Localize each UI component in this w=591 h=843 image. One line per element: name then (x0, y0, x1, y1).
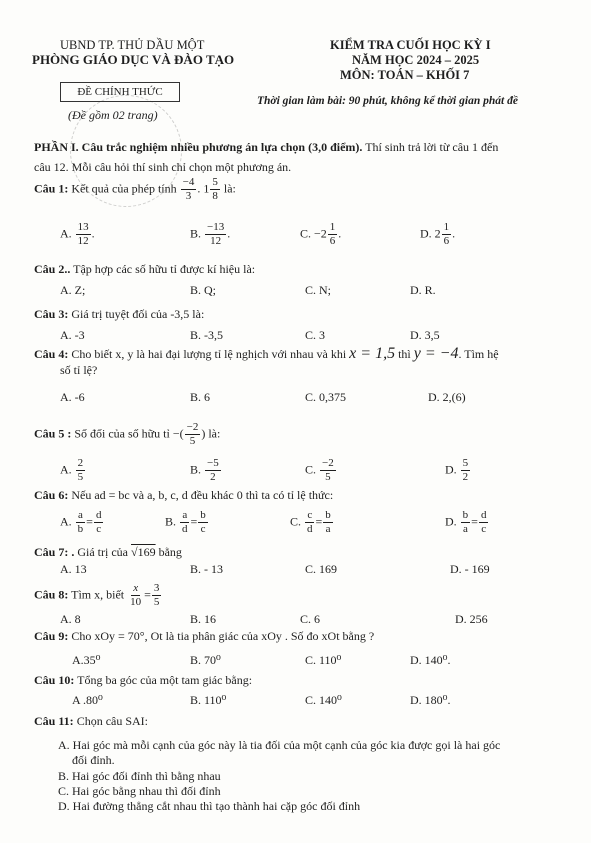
office-name: PHÒNG GIÁO DỤC VÀ ĐÀO TẠO (32, 52, 235, 67)
q1-label: Câu 1: (34, 181, 69, 196)
q7-option-c: C. 169 (305, 562, 338, 576)
q11-label: Câu 11: (34, 714, 74, 728)
q5-text: Số đối của số hữu tỉ (74, 426, 170, 441)
q1-frac1: $\frac{-4}{3}$ (182, 176, 195, 202)
q1-frac2: $\frac{5}{8}$ (212, 176, 218, 202)
q3-label: Câu 3: (34, 307, 69, 321)
q7-tail: bằng (158, 545, 182, 559)
q4-mid: thì (398, 347, 411, 361)
q8-label: Câu 8: (34, 587, 69, 602)
department-name: UBND TP. THỦ DẦU MỘT (60, 38, 205, 52)
q10-option-a: A .80⁰ (72, 693, 103, 707)
q3-option-c: C. 3 (305, 328, 326, 342)
q7-stem (34, 545, 182, 560)
q9-text: Cho xOy = 70°, Ot là tia phân giác của xOy . Số đo xOt bằng ? (71, 629, 375, 643)
q5-option-a: A. $\frac{2}{5}$ (60, 457, 84, 483)
q8-frac1: $\frac{x}{10}$ (130, 582, 142, 608)
q7-label: Câu 7: . (34, 545, 75, 559)
q2-option-c: C. N; (305, 283, 332, 297)
q8-eq: = (144, 587, 151, 602)
q7-option-b: B. - 13 (190, 562, 223, 576)
q4-label: Câu 4: (34, 347, 69, 361)
official-badge: ĐỀ CHÍNH THỨC (60, 82, 180, 102)
q5-label: Câu 5 : (34, 426, 72, 441)
q7-sqrt: √169 (131, 545, 156, 559)
q4-tail: . Tìm hệ (458, 347, 499, 361)
q1-option-c: C. −2 $\frac{1}{6}$ . (300, 221, 342, 247)
q1-option-b: B. $\frac{-13}{12}$ . (190, 221, 231, 247)
q11-option-c: C. Hai góc bằng nhau thì đối đỉnh (58, 784, 221, 798)
q11-option-a: A. Hai góc mà mỗi cạnh của góc này là tia đối của một cạnh của góc kia được gọi là hai góc (58, 738, 501, 752)
q4-stem-line2: số tỉ lệ? (60, 363, 98, 377)
q1-tail: là: (223, 181, 236, 196)
q7-option-d: D. - 169 (450, 562, 490, 576)
q1-mid: . 1 (197, 181, 210, 196)
q3-option-d: D. 3,5 (410, 328, 440, 342)
q1-text: Kết quả của phép tính (71, 181, 177, 196)
q11-option-a-cont: đối đỉnh. (72, 753, 115, 767)
q10-text: Tổng ba góc của một tam giác bằng: (77, 673, 253, 687)
q4-stem (34, 345, 499, 363)
q5-stem (34, 422, 220, 447)
q2-stem (34, 262, 255, 277)
q6-stem (34, 488, 333, 503)
q9-option-b: B. 70⁰ (190, 653, 221, 667)
q7-text: Giá trị của (77, 545, 128, 559)
q6-label: Câu 6: (34, 488, 69, 502)
q3-option-a: A. -3 (60, 328, 85, 342)
q4-eq-x: x = 1,5 (349, 345, 396, 362)
time-note: Thời gian làm bài: 90 phút, không kể thời gian phát đề (257, 95, 518, 107)
q8-option-d: D. 256 (455, 612, 488, 626)
q2-option-d: D. R. (410, 283, 436, 297)
q8-option-b: B. 16 (190, 612, 217, 626)
q11-stem (34, 714, 148, 729)
q7-option-a: A. 13 (60, 562, 87, 576)
q11-option-b: B. Hai góc đối đỉnh thì bằng nhau (58, 769, 221, 783)
part1-instruction-rest: Thí sinh trả lời từ câu 1 đến (362, 140, 499, 154)
q2-option-a: A. Z; (60, 283, 86, 297)
q10-option-d: D. 180⁰. (410, 693, 451, 707)
q5-option-c: C. $\frac{-2}{5}$ (305, 457, 334, 483)
q8-stem (34, 583, 162, 608)
q9-option-a: A.35⁰ (72, 653, 101, 667)
part1-instruction-line2: câu 12. Mỗi câu hỏi thí sinh chỉ chọn một phương án. (34, 160, 292, 174)
q5-expr-close: ) (201, 426, 206, 441)
q2-option-b: B. Q; (190, 283, 217, 297)
q8-option-c: C. 6 (300, 612, 321, 626)
q4-eq-y: y = −4 (413, 345, 459, 362)
q5-option-b: B. $\frac{-5}{2}$ (190, 457, 219, 483)
q5-option-d: D. $\frac{5}{2}$ (445, 457, 469, 483)
q4-option-a: A. -6 (60, 390, 85, 404)
q3-text: Giá trị tuyệt đối của -3,5 là: (71, 307, 205, 321)
q5-expr-frac: $\frac{-2}{5}$ (186, 421, 199, 447)
q4-text: Cho biết x, y là hai đại lượng tỉ lệ nghịch với nhau và khi (71, 347, 347, 361)
q1-option-d: D. 2 $\frac{1}{6}$ . (420, 221, 456, 247)
exam-title: KIỂM TRA CUỐI HỌC KỲ I (330, 38, 491, 52)
part1-instruction (34, 140, 498, 155)
q9-option-c: C. 110⁰ (305, 653, 342, 667)
q11-option-d: D. Hai đường thẳng cắt nhau thì tạo thành hai cặp góc đối đỉnh (58, 799, 361, 813)
page-count: (Đề gồm 02 trang) (68, 108, 158, 122)
q2-text: Tập hợp các số hữu tỉ được kí hiệu là: (73, 262, 256, 276)
q6-option-c: C. $\frac{c}{d}$ = $\frac{b}{a}$ (290, 509, 331, 535)
school-year: NĂM HỌC 2024 – 2025 (352, 53, 480, 67)
q10-label: Câu 10: (34, 673, 75, 687)
q8-option-a: A. 8 (60, 612, 81, 626)
q1-option-a: A. $\frac{13}{12}$ . (60, 221, 95, 247)
q6-option-d: D. $\frac{b}{a}$ = $\frac{d}{c}$ (445, 509, 487, 535)
q6-text: Nếu ad = bc và a, b, c, d đều khác 0 thì ta có tỉ lệ thức: (71, 488, 334, 502)
q8-frac2: $\frac{3}{5}$ (153, 582, 160, 608)
q3-option-b: B. -3,5 (190, 328, 223, 342)
q1-stem (34, 177, 236, 202)
q9-stem (34, 629, 374, 644)
q8-text: Tìm x, biết (71, 587, 125, 602)
subject: MÔN: TOÁN – KHỐI 7 (340, 68, 470, 82)
q4-option-c: C. 0,375 (305, 390, 347, 404)
q5-tail: là: (208, 426, 221, 441)
q2-label: Câu 2.. (34, 262, 71, 276)
q6-option-a: A. $\frac{a}{b}$ = $\frac{d}{c}$ (60, 509, 102, 535)
q9-option-d: D. 140⁰. (410, 653, 451, 667)
q10-stem (34, 673, 252, 688)
q3-stem (34, 307, 204, 322)
q10-option-b: B. 110⁰ (190, 693, 227, 707)
q9-label: Câu 9: (34, 629, 69, 643)
q10-option-c: C. 140⁰ (305, 693, 342, 707)
q4-option-d: D. 2,(6) (428, 390, 466, 404)
part1-title: PHẦN I. Câu trắc nghiệm nhiều phương án lựa chọn (3,0 điểm). (34, 140, 363, 154)
q5-expr-open: −( (172, 426, 184, 441)
q4-option-b: B. 6 (190, 390, 211, 404)
q11-text: Chọn câu SAI: (76, 714, 149, 728)
q6-option-b: B. $\frac{a}{d}$ = $\frac{b}{c}$ (165, 509, 206, 535)
